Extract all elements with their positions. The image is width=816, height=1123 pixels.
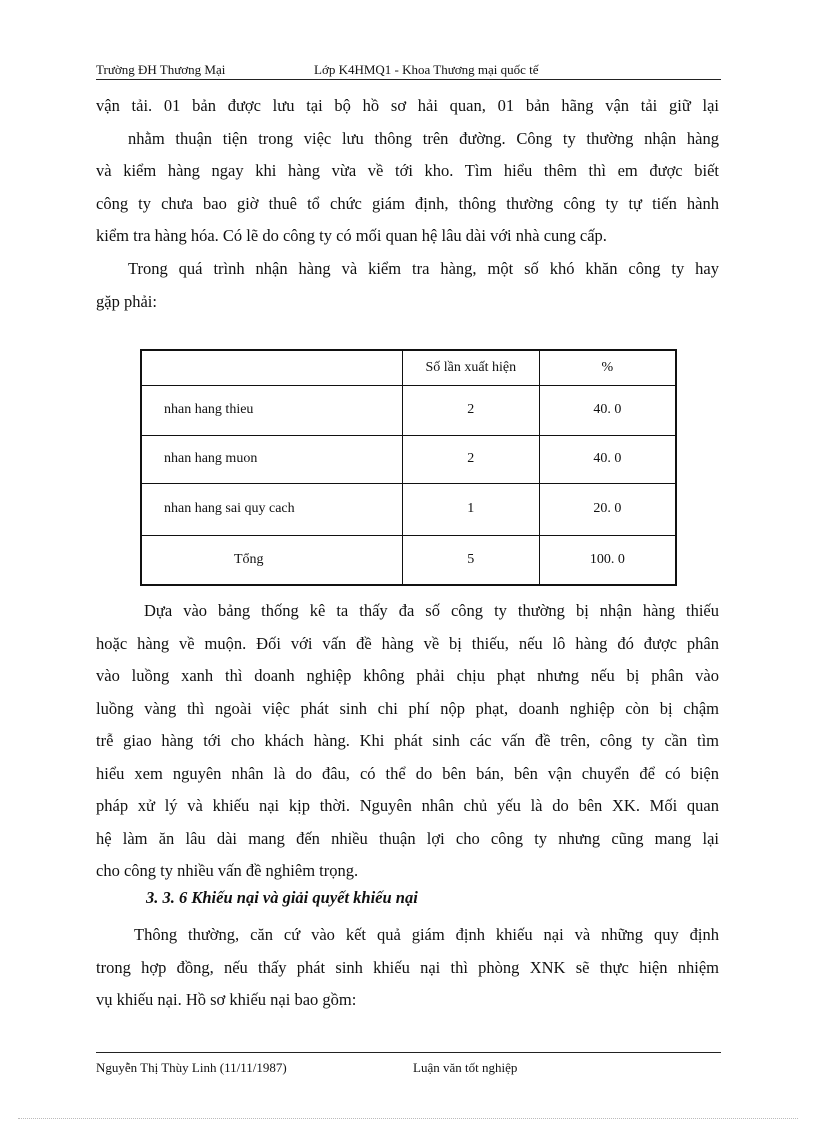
text-line: trong hợp đồng, nếu thấy phát sinh khiếu nại thì phòng XNK sẽ thực hiện nhiệm xyxy=(96,957,719,977)
table-cell: 40. 0 xyxy=(539,435,676,483)
table-cell: 100. 0 xyxy=(539,535,676,585)
text-line: cho công ty nhiều vấn đề nghiêm trọng. xyxy=(96,861,359,880)
text-line: pháp xử lý và khiếu nại kịp thời. Nguyên nhân chủ yếu là do bên XK. Mối quan xyxy=(96,796,719,815)
text-line: vụ khiếu nại. Hồ sơ khiếu nại bao gồm: xyxy=(96,990,357,1009)
table-cell: nhan hang thieu xyxy=(141,385,402,435)
table-row xyxy=(141,483,676,535)
paragraph-1 xyxy=(96,90,719,253)
text-line: và kiểm hàng ngay khi hàng vừa về tới kho. Tìm hiểu thêm thì em được biết xyxy=(96,161,719,180)
table-header-cell: Số lần xuất hiện xyxy=(402,350,539,385)
table-header-row xyxy=(141,350,676,385)
paragraph-2 xyxy=(96,253,719,318)
table-cell: 5 xyxy=(402,535,539,585)
table-cell: 20. 0 xyxy=(539,483,676,535)
table-cell: 2 xyxy=(402,435,539,483)
page-header xyxy=(96,60,721,80)
table-cell: 1 xyxy=(402,483,539,535)
text-line: Dựa vào bảng thống kê ta thấy đa số công ty thường bị nhận hàng thiếu xyxy=(144,601,719,620)
table-cell: 40. 0 xyxy=(539,385,676,435)
paragraph-4 xyxy=(96,919,719,1017)
table-header-cell: % xyxy=(539,350,676,385)
text-line: hiểu xem nguyên nhân là do đâu, có thể do bên bán, bên vận chuyển để có biện xyxy=(96,763,719,783)
header-class: Lớp K4HMQ1 - Khoa Thương mại quốc tế xyxy=(314,62,539,77)
text-line: luồng vàng thì ngoài việc phát sinh chi phí nộp phạt, doanh nghiệp còn bị chậm xyxy=(96,698,719,718)
text-line: kiểm tra hàng hóa. Có lẽ do công ty có mối quan hệ lâu dài với nhà cung cấp. xyxy=(96,226,607,245)
text-line: gặp phải: xyxy=(96,291,157,311)
text-line: Thông thường, căn cứ vào kết quả giám định khiếu nại và những quy định xyxy=(134,925,719,944)
table-row xyxy=(141,385,676,435)
page-edge-divider xyxy=(18,1118,798,1120)
text-line: công ty chưa bao giờ thuê tổ chức giám định, thông thường công ty tự tiến hành xyxy=(96,193,719,213)
table-header-cell xyxy=(141,350,402,385)
footer-title: Luận văn tốt nghiệp xyxy=(413,1060,518,1075)
text-line: vào luồng xanh thì doanh nghiệp không phải chịu phạt nhưng nếu bị phân vào xyxy=(96,666,719,685)
text-line: hệ làm ăn lâu dài mang đến nhiều thuận lợi cho công ty nhưng cũng mang lại xyxy=(96,828,719,848)
footer-author: Nguyễn Thị Thùy Linh (11/11/1987) xyxy=(96,1060,287,1075)
header-school: Trường ĐH Thương Mại xyxy=(96,62,226,77)
statistics-table xyxy=(140,349,677,586)
text-line: nhằm thuận tiện trong việc lưu thông trên đường. Công ty thường nhận hàng xyxy=(128,128,719,148)
table-cell: nhan hang sai quy cach xyxy=(141,483,402,535)
table-cell: 2 xyxy=(402,385,539,435)
section-heading: 3. 3. 6 Khiếu nại và giải quyết khiếu nại xyxy=(146,888,418,907)
text-line: trễ giao hàng tới cho khách hàng. Khi phát sinh các vấn đề trên, công ty cần tìm xyxy=(96,731,719,750)
table-cell: Tổng xyxy=(141,535,402,585)
table-cell: nhan hang muon xyxy=(141,435,402,483)
text-line: vận tải. 01 bản được lưu tại bộ hồ sơ hải quan, 01 bản hãng vận tải giữ lại xyxy=(96,96,719,115)
text-line: Trong quá trình nhận hàng và kiểm tra hàng, một số khó khăn công ty hay xyxy=(128,259,719,278)
paragraph-3 xyxy=(96,595,719,888)
table-row xyxy=(141,435,676,483)
table-total-row xyxy=(141,535,676,585)
footer-divider xyxy=(96,1052,721,1053)
text-line: hoặc hàng về muộn. Đối với vấn đề hàng về bị thiếu, nếu lô hàng đó được phân xyxy=(96,633,719,653)
